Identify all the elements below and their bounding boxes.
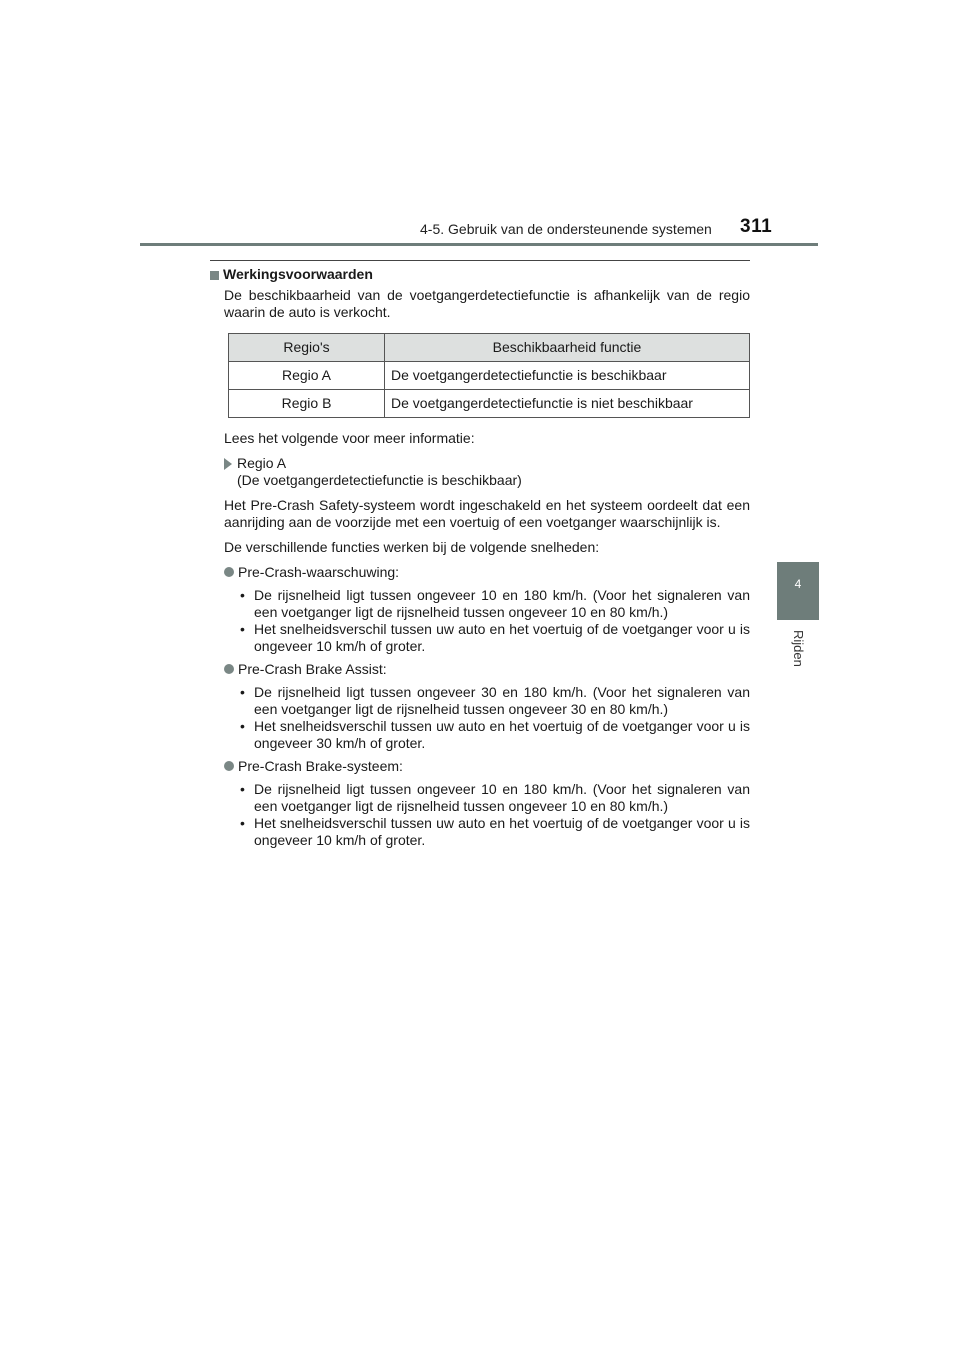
list-item [210, 718, 750, 752]
table-header-cell: Regio's [229, 334, 385, 362]
bullet-icon: • [240, 587, 245, 603]
function-name: Pre-Crash Brake Assist: [238, 661, 387, 677]
triangle-right-icon [224, 458, 232, 470]
circle-bullet-icon [224, 567, 234, 577]
bullet-icon: • [240, 621, 245, 637]
page-content [210, 266, 750, 855]
page-number: 311 [740, 216, 773, 237]
list-item [210, 621, 750, 655]
function-group [210, 564, 750, 655]
function-group [210, 758, 750, 849]
square-bullet-icon [210, 271, 219, 280]
region-a-block [210, 455, 750, 489]
list-item [210, 781, 750, 815]
bullet-icon: • [240, 684, 245, 700]
region-a-subtitle: (De voetgangerdetectiefunctie is beschikbaar) [237, 472, 522, 488]
table-cell: Regio B [229, 390, 385, 418]
list-item-text: Het snelheidsverschil tussen uw auto en het voertuig of de voetganger voor u is ongeveer 10 km/h of groter. [254, 621, 750, 654]
table-header-cell: Beschikbaarheid functie [385, 334, 750, 362]
section-heading-text: Werkingsvoorwaarden [223, 266, 373, 282]
bullet-icon: • [240, 815, 245, 831]
paragraph: De verschillende functies werken bij de volgende snelheden: [224, 539, 600, 555]
header-section-title: 4-5. Gebruik van de ondersteunende systemen [420, 221, 712, 237]
table-cell: De voetgangerdetectiefunctie is beschikbaar [385, 362, 750, 390]
list-item-text: De rijsnelheid ligt tussen ongeveer 10 en 180 km/h. (Voor het signaleren van een voetganger ligt de rijsnelheid tussen ongeveer 10 en 80 km/h.) [254, 781, 750, 814]
chapter-tab: 4 [777, 562, 819, 620]
list-item-text: Het snelheidsverschil tussen uw auto en het voertuig of de voetganger voor u is ongeveer 10 km/h of groter. [254, 815, 750, 848]
chapter-label: Rijden [791, 630, 806, 667]
header-rule [140, 243, 818, 246]
more-info-text: Lees het volgende voor meer informatie: [224, 430, 475, 446]
list-item [210, 684, 750, 718]
circle-bullet-icon [224, 664, 234, 674]
list-item-text: De rijsnelheid ligt tussen ongeveer 30 en 180 km/h. (Voor het signaleren van een voetganger ligt de rijsnelheid tussen ongeveer 30 en 80 km/h.) [254, 684, 750, 717]
table-cell: Regio A [229, 362, 385, 390]
function-name: Pre-Crash Brake-systeem: [238, 758, 403, 774]
table-row [229, 390, 750, 418]
section-heading [210, 266, 750, 283]
function-item [210, 564, 750, 581]
table-row [229, 362, 750, 390]
bullet-icon: • [240, 781, 245, 797]
function-item [210, 661, 750, 678]
function-group [210, 661, 750, 752]
region-a-title: Regio A [237, 455, 287, 471]
list-item-text: De rijsnelheid ligt tussen ongeveer 10 en 180 km/h. (Voor het signaleren van een voetganger ligt de rijsnelheid tussen ongeveer 10 en 80 km/h.) [254, 587, 750, 620]
circle-bullet-icon [224, 761, 234, 771]
table-cell: De voetgangerdetectiefunctie is niet beschikbaar [385, 390, 750, 418]
chapter-label-box [777, 624, 819, 684]
function-item [210, 758, 750, 775]
list-item [210, 815, 750, 849]
list-item [210, 587, 750, 621]
availability-table [228, 333, 750, 418]
paragraph: Het Pre-Crash Safety-systeem wordt ingeschakeld en het systeem oordeelt dat een aanrijding aan de voorzijde met een voertuig of een voetganger waarschijnlijk is. [224, 497, 750, 530]
section-rule [210, 260, 750, 261]
table-header-row [229, 334, 750, 362]
function-name: Pre-Crash-waarschuwing: [238, 564, 400, 580]
intro-paragraph: De beschikbaarheid van de voetgangerdetectiefunctie is afhankelijk van de regio waarin de auto is verkocht. [224, 287, 750, 320]
list-item-text: Het snelheidsverschil tussen uw auto en het voertuig of de voetganger voor u is ongeveer 30 km/h of groter. [254, 718, 750, 751]
bullet-icon: • [240, 718, 245, 734]
